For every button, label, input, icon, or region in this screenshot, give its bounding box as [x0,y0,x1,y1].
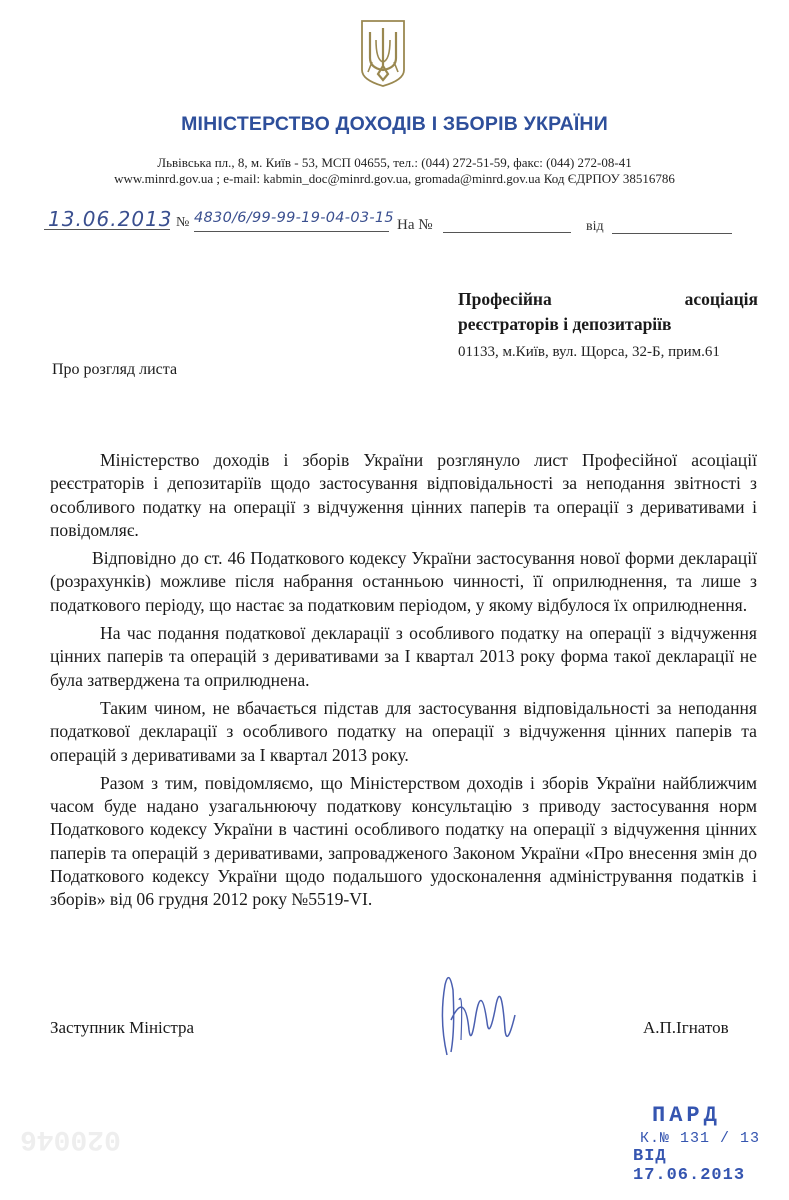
addressee-word-1: Професійна [458,289,552,309]
number-label: № [176,215,190,230]
reply-number-label: На № [397,217,433,233]
addressee [458,287,758,337]
addressee-line-2: реєстраторів і депозитаріїв [458,314,672,334]
outgoing-date: 13.06.2013 [48,207,173,231]
ministry-title: МІНІСТЕРСТВО ДОХОДІВ І ЗБОРІВ УКРАЇНИ [181,113,608,135]
received-stamp-date: ВІД 17.06.2013 [633,1147,746,1185]
contacts-web-email: www.minrd.gov.ua ; e-mail: kabmin_doc@minrd.gov.ua, gromada@minrd.gov.ua Код ЄДРПОУ 38516786 [114,171,675,186]
letter-subject: Про розгляд листа [52,361,178,378]
signatory-name: А.П.Ігнатов [643,1018,729,1037]
signatory-role: Заступник Міністра [50,1018,195,1037]
number-underline [194,231,389,232]
body-paragraph-2: Відповідно до ст. 46 Податкового кодексу України застосування нової форми декларації (розрахунків) можливе після набрання останньою чинності, її оприлюднення, та лише з податкового періоду, що настає за податковим періодом, у якому відбулося їх оприлюднення. [50,548,757,615]
outgoing-number: 4830/6/99-99-19-04-03-15 [194,210,394,226]
received-stamp-number: К.№ 131 / 13 [640,1130,761,1147]
letter-body [50,449,757,917]
from-date-underline [612,233,732,234]
trident-emblem-icon [358,18,408,88]
addressee-word-2: асоціація [684,289,758,309]
faint-bleedthrough-number: 020046 [20,1123,121,1154]
addressee-street: 01133, м.Київ, вул. Щорса, 32-Б, прим.61 [458,344,720,360]
body-paragraph-4: Таким чином, не вбачається підстав для застосування відповідальності за неподання податкової декларації з особливого податку на операції з відчуження цінних паперів та операцій з деривативами за I квартал 2013 року. [50,697,757,765]
reply-number-underline [443,232,571,233]
from-date-label: від [586,219,604,234]
contacts-address: Львівська пл., 8, м. Київ - 53, МСП 04655, тел.: (044) 272-51-59, факс: (044) 272-08-41 [157,155,632,170]
received-stamp-title: ПАРД [652,1103,721,1128]
body-paragraph-5: Разом з тим, повідомляємо, що Міністерством доходів і зборів України найближчим часом буде надано узагальнюючу податкову консультацію з приводу застосування норм Податкового кодексу України в частині особливого податку на операції з відчуження цінних паперів та операцій з деривативами, запровадженого Законом України «Про внесення змін до Податкового кодексу України щодо подальшого удосконалення адміністрування податків і зборів» від 06 грудня 2012 року №5519-VI. [50,772,757,910]
body-paragraph-3: На час подання податкової декларації з особливого податку на операції з відчуження цінних паперів та операцій з деривативами за I квартал 2013 року форма такої декларації не була затверджена та оприлюднена. [50,623,757,690]
signature-mark [425,960,535,1060]
body-paragraph-1: Міністерство доходів і зборів України розглянуло лист Професійної асоціації реєстраторів і депозитаріїв щодо застосування відповідальності за неподання звітності з особливого податку на операції з відчуження цінних паперів та операції з деривативами і повідомляє. [50,450,757,540]
